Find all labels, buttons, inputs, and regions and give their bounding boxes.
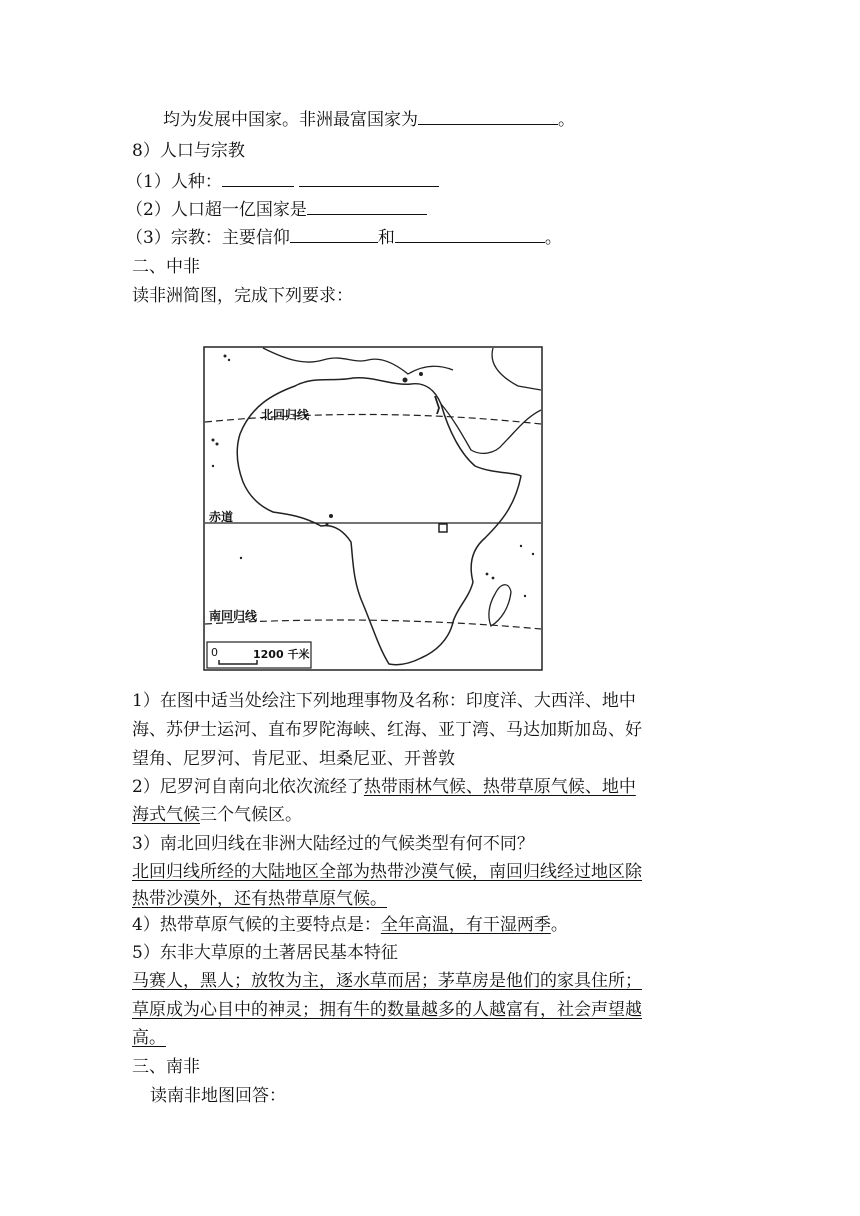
question-3: 3）南北回归线在非洲大陆经过的气候类型有何不同？	[132, 834, 534, 854]
question-religion	[126, 226, 562, 249]
question-3-answer-2: 热带沙漠外，还有热带草原气候。	[132, 889, 387, 909]
population-label: （2）人口超一亿国家是	[126, 200, 307, 220]
section-2-title: 二、中非	[132, 257, 200, 277]
question-4-end: 。	[550, 915, 568, 935]
tropic-of-cancer-label: 北回归线	[261, 408, 310, 422]
section-3-instruction: 读南非地图回答：	[150, 1086, 286, 1106]
question-1-line-2: 海、苏伊士运河、直布罗陀海峡、红海、亚丁湾、马达加斯加岛、好	[132, 720, 642, 740]
equator-label: 赤道	[209, 510, 234, 524]
answer-blank-population	[307, 198, 427, 215]
question-2-prefix: 2）尼罗河自南向北依次流经了	[132, 777, 364, 797]
religion-label: （3）宗教：主要信仰	[126, 228, 290, 248]
intro-line	[163, 108, 575, 131]
answer-blank-religion-2	[395, 226, 545, 243]
intro-text: 均为发展中国家。非洲最富国家为	[163, 110, 418, 130]
question-4	[132, 914, 568, 936]
scale-label: 1200 千米	[253, 648, 310, 661]
question-race	[126, 170, 439, 193]
religion-and: 和	[377, 228, 395, 248]
question-5-answer-1: 马赛人，黑人；放牧为主，逐水草而居；茅草房是他们的家具住所；	[132, 971, 642, 991]
africa-map	[203, 346, 543, 671]
question-5-answer-3: 高。	[132, 1028, 166, 1048]
section-8-title: 8）人口与宗教	[132, 141, 245, 161]
question-population	[126, 198, 427, 221]
religion-end: 。	[544, 228, 562, 248]
intro-end: 。	[558, 110, 575, 130]
answer-blank-richest-country	[418, 108, 558, 125]
question-1-line-3: 望角、尼罗河、肯尼亚、坦桑尼亚、开普敦	[132, 749, 455, 769]
question-1-line-1: 1）在图中适当处绘注下列地理事物及名称：印度洋、大西洋、地中	[132, 691, 636, 711]
question-2-suffix: 三个气候区。	[200, 805, 302, 825]
question-2-answer-2: 海式气候	[132, 805, 200, 825]
question-2-line-1	[132, 776, 636, 798]
question-5: 5）东非大草原的土著居民基本特征	[132, 943, 398, 963]
question-2-line-2	[132, 804, 302, 826]
question-3-answer-1: 北回归线所经的大陆地区全部为热带沙漠气候，南回归线经过地区除	[132, 862, 642, 882]
question-5-answer-2: 草原成为心目中的神灵；拥有牛的数量越多的人越富有，社会声望越	[132, 1000, 642, 1020]
question-4-prefix: 4）热带草原气候的主要特点是：	[132, 915, 381, 935]
race-label: （1）人种：	[126, 172, 222, 192]
section-2-instruction: 读非洲简图，完成下列要求：	[132, 286, 353, 306]
answer-blank-race-2	[299, 170, 439, 187]
section-3-title: 三、南非	[132, 1057, 200, 1077]
tropic-of-capricorn-label: 南回归线	[209, 609, 258, 623]
question-2-answer-1: 热带雨林气候、热带草原气候、地中	[363, 777, 636, 797]
answer-blank-race-1	[222, 170, 294, 187]
question-4-answer: 全年高温，有干湿两季	[380, 915, 551, 935]
answer-blank-religion-1	[290, 226, 378, 243]
scale-zero-label: 0	[211, 646, 218, 659]
